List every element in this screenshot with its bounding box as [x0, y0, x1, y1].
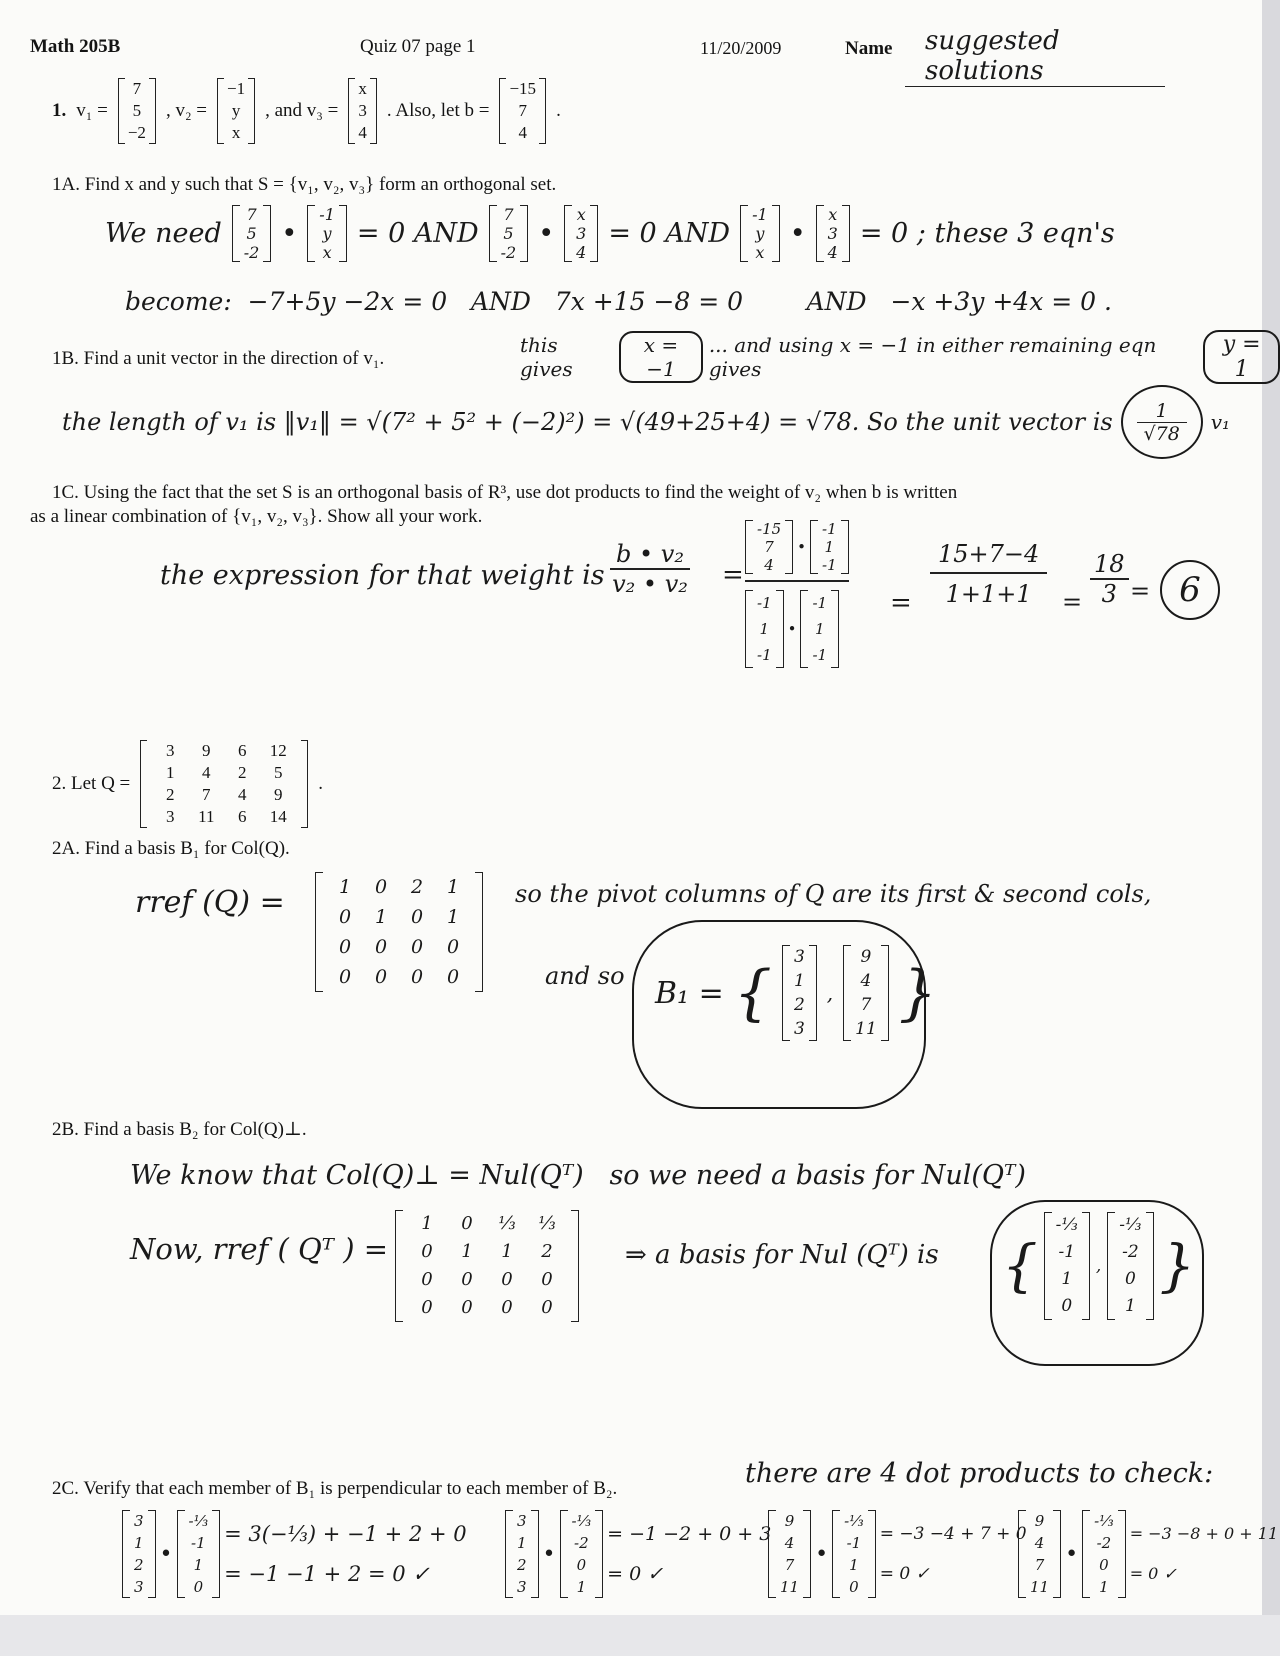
matrix-entry: -2 [243, 243, 260, 262]
q2c-note: there are 4 dot products to check: [745, 1458, 1214, 1489]
q2c-check-2 [505, 1510, 771, 1598]
matrix-entry: -1 [822, 520, 837, 538]
matrix-entry: 1 [849, 1556, 859, 1574]
q2b-basis-text: ⇒ a basis for Nul (Qᵀ) is [625, 1240, 939, 1270]
q1c-sum-numerator: 15+7−4 [930, 540, 1047, 574]
q2c-result [607, 1514, 771, 1594]
matrix-entry: 11 [198, 807, 215, 826]
matrix-entry: 4 [576, 243, 587, 262]
matrix-entry: 3 [576, 224, 587, 243]
matrix-entry: 3 [827, 224, 838, 243]
dot-operator: • [815, 1541, 829, 1567]
matrix-entry: 14 [269, 807, 287, 826]
q2b-basis-v1 [1044, 1212, 1090, 1320]
matrix-entry: 0 [1061, 1296, 1073, 1316]
q2c-check-row [505, 1510, 771, 1598]
matrix-entry: 7 [202, 785, 211, 804]
dot-operator: • [797, 538, 807, 556]
matrix-entry: 0 [446, 966, 460, 988]
matrix-entry: −1 [227, 79, 246, 98]
matrix-entry: 0 [421, 1269, 433, 1290]
matrix-entry: -15 [757, 520, 782, 538]
matrix-entry: 0 [421, 1297, 433, 1318]
q2c-result [224, 1514, 466, 1594]
q1-b-matrix [499, 78, 546, 144]
q1c-answer: 6 [1160, 560, 1220, 620]
q1c-formula [610, 540, 690, 598]
dot-operator: • [538, 218, 555, 249]
dot-operator: • [542, 1541, 556, 1567]
matrix-entry: -⅓ [844, 1512, 864, 1530]
q1a-matrix [816, 205, 850, 262]
q1c-matrix-v2 [810, 520, 849, 574]
matrix-entry: 1 [193, 1556, 204, 1574]
matrix-entry: 7 [784, 1556, 795, 1574]
matrix-entry: 9 [202, 741, 211, 760]
matrix-entry: 1 [374, 906, 388, 928]
matrix-entry: 6 [238, 807, 247, 826]
q1b-answer-vector: v₁ [1210, 410, 1231, 434]
matrix-entry: 0 [461, 1213, 473, 1234]
matrix-entry: 3 [358, 101, 367, 120]
q1a-matrix [489, 205, 529, 262]
q1-v2-label: , v₂ = [165, 100, 208, 121]
q2a-note2: and so [545, 962, 625, 990]
q2c-check-1 [122, 1510, 467, 1598]
q1c-matrix-v2 [745, 590, 784, 668]
q2b-work-line1: We know that Col(Q)⊥ = Nul(Qᵀ) so we need a basis for Nul(Qᵀ) [130, 1160, 1026, 1191]
q2c-vector-a [122, 1510, 156, 1598]
scan-edge-right [1262, 0, 1280, 1656]
matrix-entry: -1 [752, 205, 768, 224]
matrix-entry: 1 [824, 538, 835, 556]
matrix-entry: -1 [757, 646, 772, 664]
matrix-entry: 0 [461, 1269, 473, 1290]
matrix-entry: x [231, 123, 241, 142]
q1c-dot-fraction [745, 520, 849, 668]
matrix-entry: 7 [132, 79, 142, 98]
q2c-result-line2: = 0 ✓ [1129, 1564, 1177, 1583]
matrix-entry: 0 [338, 936, 352, 958]
matrix-entry: 3 [166, 741, 175, 760]
matrix-entry: -1 [812, 594, 828, 612]
matrix-entry: −15 [509, 79, 537, 98]
matrix-entry: y [322, 224, 332, 243]
matrix-entry: 0 [541, 1269, 553, 1290]
matrix-entry: 0 [501, 1297, 513, 1318]
matrix-entry: 0 [1099, 1556, 1109, 1574]
matrix-entry: 5 [246, 224, 257, 243]
q2c-check-3 [768, 1510, 1027, 1598]
q1a-text: = 0 AND [608, 218, 731, 249]
matrix-entry: 7 [1034, 1556, 1045, 1574]
q2b-prompt: 2B. Find a basis B₂ for Col(Q)⊥. [52, 1119, 307, 1140]
q2c-vector-b [832, 1510, 876, 1598]
q2c-prompt: 2C. Verify that each member of B₁ is perpendicular to each member of B₂. [52, 1478, 618, 1499]
q1c-sum-fraction [930, 540, 1047, 608]
matrix-entry: 0 [410, 936, 424, 958]
dot-operator: • [1065, 1541, 1079, 1567]
matrix-entry: 9 [860, 947, 872, 967]
q2c-result [1130, 1514, 1278, 1594]
matrix-entry: 0 [461, 1297, 473, 1318]
quiz-title: Quiz 07 page 1 [360, 36, 476, 57]
matrix-entry: 7 [860, 995, 872, 1015]
matrix-entry: -⅓ [1055, 1215, 1078, 1235]
matrix-entry: y [755, 224, 765, 243]
q1a-text: = 0 ; these 3 eqn's [859, 218, 1115, 249]
matrix-entry: −2 [127, 123, 146, 142]
matrix-entry: ⅓ [498, 1213, 516, 1234]
matrix-entry: 1 [338, 876, 352, 898]
brace-close: } [1159, 1233, 1196, 1299]
matrix-entry: 2 [166, 785, 175, 804]
q2-definition [52, 740, 323, 828]
q2b-rref-matrix [395, 1210, 579, 1322]
matrix-entry: 2 [238, 763, 247, 782]
q1a-prompt: 1A. Find x and y such that S = {v₁, v₂, v₃} form an orthogonal set. [52, 174, 557, 195]
q1b-prompt: 1B. Find a unit vector in the direction of v₁. [52, 348, 385, 369]
q1-definition [52, 78, 561, 144]
q2-prompt: 2. Let Q = [52, 773, 131, 794]
matrix-entry: x [358, 79, 367, 98]
equals-sign: = [722, 560, 744, 590]
matrix-entry: 1 [446, 906, 460, 928]
q1-v3-matrix [348, 78, 377, 144]
matrix-entry: -1 [812, 646, 828, 664]
matrix-entry: 0 [421, 1241, 433, 1262]
equals-sign: = [1062, 588, 1083, 616]
q1c-dot-numerator [745, 520, 849, 582]
q1b-answer [1121, 385, 1203, 459]
matrix-entry: 0 [541, 1297, 553, 1318]
matrix-entry: 3 [793, 1019, 805, 1039]
matrix-entry: 0 [1124, 1269, 1136, 1289]
matrix-entry: 0 [410, 966, 424, 988]
q1a-matrix [232, 205, 272, 262]
matrix-entry: 7 [518, 101, 528, 120]
q1c-simplified-fraction [1090, 550, 1129, 608]
matrix-entry: 1 [759, 620, 770, 638]
q2c-check-row [1018, 1510, 1278, 1598]
matrix-entry: 1 [421, 1213, 433, 1234]
q1b-text: the length of v₁ is ‖v₁‖ = √(7² + 5² + (−2)²) = √(49+25+4) = √78. So the unit vector is [62, 408, 1113, 436]
q1a-matrix [307, 205, 347, 262]
q1c-prompt-line2: as a linear combination of {v₁, v₂, v₃}. Show all your work. [30, 506, 483, 527]
q1-v2-matrix [217, 78, 255, 144]
matrix-entry: ⅓ [538, 1213, 556, 1234]
q2c-result [880, 1514, 1027, 1594]
q1a-matrix [740, 205, 780, 262]
matrix-entry: 1 [517, 1534, 527, 1552]
dot-operator: • [281, 218, 298, 249]
matrix-entry: 0 [374, 936, 388, 958]
q2b-rref-label: Now, rref ( Qᵀ ) = [130, 1232, 389, 1266]
matrix-entry: 3 [166, 807, 175, 826]
matrix-entry: 2 [793, 995, 805, 1015]
q1-v1-matrix [118, 78, 156, 144]
matrix-entry: -⅓ [571, 1512, 592, 1530]
matrix-entry: 3 [517, 1578, 527, 1596]
matrix-entry: 4 [764, 556, 774, 574]
q1a-answer-x: x = −1 [619, 331, 703, 383]
q1a-text: We need [105, 218, 222, 249]
q1c-formula-numerator: b • v₂ [610, 540, 690, 570]
q1a-work-line3 [520, 330, 1280, 384]
q2a-note1: so the pivot columns of Q are its first & second cols, [515, 880, 1152, 908]
matrix-entry: 2 [541, 1241, 553, 1262]
matrix-entry: 5 [274, 763, 283, 782]
name-value: suggested solutions [905, 26, 1165, 87]
matrix-entry: 3 [134, 1512, 144, 1530]
q1a-matrix [564, 205, 598, 262]
q1b-answer-numerator: 1 [1137, 400, 1187, 423]
matrix-entry: 6 [238, 741, 247, 760]
q1a-text: = 0 AND [356, 218, 479, 249]
quiz-date: 11/20/2009 [700, 38, 782, 58]
q2c-check-row [122, 1510, 467, 1598]
matrix-entry: 1 [576, 1578, 587, 1596]
course-title: Math 205B [30, 36, 121, 57]
q1-b-label: . Also, let b = [386, 100, 490, 121]
matrix-entry: 1 [166, 763, 175, 782]
matrix-entry: 11 [855, 1019, 877, 1039]
dot-operator: • [789, 218, 806, 249]
q1c-formula-denominator: v₂ • v₂ [612, 570, 688, 598]
q1c-matrix-b [745, 520, 793, 574]
matrix-entry: -1 [319, 205, 335, 224]
matrix-entry: -1 [757, 594, 772, 612]
matrix-entry: 3 [134, 1578, 144, 1596]
matrix-entry: -⅓ [1094, 1512, 1114, 1530]
comma: , [826, 981, 834, 1005]
q2a-basis-v1 [782, 945, 817, 1041]
matrix-entry: 1 [1099, 1578, 1109, 1596]
q1b-answer-denominator: √78 [1143, 422, 1180, 445]
q2c-result-line2: = −1 −1 + 2 = 0 ✓ [224, 1562, 430, 1586]
matrix-entry: -1 [846, 1534, 862, 1552]
matrix-entry: 5 [132, 101, 142, 120]
brace-open: { [1002, 1233, 1038, 1299]
q1c-work-text: the expression for that weight is [160, 560, 605, 591]
matrix-entry: 4 [238, 785, 247, 804]
q2c-vector-a [768, 1510, 811, 1598]
q1c-matrix-v2 [800, 590, 839, 668]
matrix-entry: y [231, 101, 241, 120]
q1a-text: this gives [520, 333, 573, 381]
matrix-entry: 11 [780, 1578, 800, 1596]
q1-end: . [556, 100, 561, 121]
matrix-entry: x [576, 205, 586, 224]
q1a-answer-y: y = 1 [1203, 330, 1280, 384]
matrix-entry: -1 [1058, 1242, 1076, 1262]
q1c-sum-denominator: 1+1+1 [945, 580, 1032, 608]
q2c-result-line1: = 3(−⅓) + −1 + 2 + 0 [224, 1522, 467, 1546]
matrix-entry: 0 [338, 906, 352, 928]
matrix-entry: -2 [1096, 1534, 1112, 1552]
q2b-rref-wrap [395, 1210, 579, 1322]
matrix-entry: -2 [1122, 1242, 1139, 1262]
q1c-prompt-line1: 1C. Using the fact that the set S is an orthogonal basis of R³, use dot products to find the weight of v₂ when b is written [52, 482, 958, 503]
matrix-entry: 1 [1124, 1296, 1136, 1316]
q2a-rref-label: rref (Q) = [135, 885, 285, 920]
matrix-entry: 1 [446, 876, 460, 898]
q2-end: . [318, 773, 324, 794]
matrix-entry: x [322, 243, 332, 262]
q2c-vector-a [505, 1510, 539, 1598]
q2c-result-line2: = 0 ✓ [607, 1563, 664, 1585]
matrix-entry: 4 [827, 243, 838, 262]
q1-v1-label: v₁ = [76, 100, 108, 121]
brace-open: { [733, 958, 772, 1028]
q2a-basis [655, 945, 937, 1041]
q2c-result-line2: = 0 ✓ [879, 1564, 930, 1584]
q2a-rref-matrix [315, 872, 483, 992]
equals-sign: = [890, 588, 912, 618]
matrix-entry: -2 [574, 1534, 589, 1552]
matrix-entry: 11 [1030, 1578, 1050, 1596]
matrix-entry: 9 [274, 785, 283, 804]
matrix-entry: 0 [338, 966, 352, 988]
matrix-entry: x [828, 205, 838, 224]
matrix-entry: 4 [860, 971, 872, 991]
q2c-result-line1: = −3 −8 + 0 + 11 [1129, 1524, 1279, 1543]
matrix-entry: 1 [501, 1241, 513, 1262]
matrix-entry: 4 [358, 123, 367, 142]
matrix-entry: 7 [246, 205, 257, 224]
q2a-prompt: 2A. Find a basis B₁ for Col(Q). [52, 838, 290, 859]
q1-v3-label: , and v₃ = [265, 100, 339, 121]
q1b-work [62, 385, 1230, 459]
matrix-entry: 3 [793, 947, 805, 967]
matrix-entry: 0 [446, 936, 460, 958]
matrix-entry: 9 [784, 1512, 795, 1530]
q2a-basis-v2 [843, 945, 889, 1041]
matrix-entry: 4 [1034, 1534, 1045, 1552]
matrix-entry: 3 [517, 1512, 527, 1530]
brace-close: } [898, 958, 937, 1028]
q1c-simplified-denominator: 3 [1101, 580, 1117, 608]
q1a-work-line1 [105, 205, 1115, 262]
q2-q-matrix [140, 740, 308, 828]
matrix-entry: 12 [269, 741, 287, 760]
matrix-entry: 2 [134, 1556, 144, 1574]
matrix-entry: 0 [501, 1269, 513, 1290]
matrix-entry: 0 [374, 966, 388, 988]
q1a-text: ... and using x = −1 in either remaining eqn gives [708, 333, 1157, 381]
dot-operator: • [159, 1541, 173, 1567]
matrix-entry: 4 [518, 123, 528, 142]
q2c-check-4 [1018, 1510, 1278, 1598]
matrix-entry: 2 [410, 876, 424, 898]
dot-operator: • [787, 620, 797, 638]
matrix-entry: 1 [134, 1534, 144, 1552]
matrix-entry: 1 [815, 620, 825, 638]
q2b-basis [1002, 1212, 1195, 1320]
q1c-simplified-numerator: 18 [1090, 550, 1129, 580]
q2b-basis-v2 [1107, 1212, 1153, 1320]
q1-number: 1. [52, 100, 67, 121]
matrix-entry: -1 [822, 556, 837, 574]
q2a-rref-wrap [315, 872, 483, 992]
scan-edge-bottom [0, 1615, 1280, 1656]
matrix-entry: -2 [500, 243, 517, 262]
q1a-work-line2: become: −7+5y −2x = 0 AND 7x +15 −8 = 0 AND −x +3y +4x = 0 . [125, 287, 1112, 316]
q2c-result-line1: = −3 −4 + 7 + 0 [879, 1524, 1027, 1544]
matrix-entry: 0 [374, 876, 388, 898]
equals-sign: = [1130, 577, 1151, 605]
q2c-vector-b [560, 1510, 604, 1598]
matrix-entry: 1 [1061, 1269, 1073, 1289]
matrix-entry: 0 [849, 1578, 859, 1596]
matrix-entry: -⅓ [1119, 1215, 1142, 1235]
q2c-check-row [768, 1510, 1027, 1598]
matrix-entry: 5 [503, 224, 514, 243]
q2c-vector-b [1082, 1510, 1126, 1598]
matrix-entry: 9 [1034, 1512, 1045, 1530]
matrix-entry: 4 [784, 1534, 795, 1552]
matrix-entry: 0 [193, 1578, 204, 1596]
matrix-entry: x [755, 243, 765, 262]
matrix-entry: 7 [503, 205, 514, 224]
name-label: Name [845, 38, 893, 59]
matrix-entry: 4 [202, 763, 211, 782]
q2a-basis-label: B₁ = [655, 975, 724, 1011]
q2c-result-line1: = −1 −2 + 0 + 3 [607, 1523, 772, 1545]
comma: , [1095, 1256, 1102, 1276]
matrix-entry: 1 [461, 1241, 473, 1262]
q2c-vector-a [1018, 1510, 1061, 1598]
q2c-vector-b [177, 1510, 221, 1598]
matrix-entry: -⅓ [188, 1512, 209, 1530]
matrix-entry: -1 [191, 1534, 206, 1552]
matrix-entry: 7 [764, 538, 774, 556]
matrix-entry: 1 [793, 971, 805, 991]
matrix-entry: 0 [576, 1556, 587, 1574]
q1c-dot-denominator [745, 582, 849, 668]
matrix-entry: 2 [517, 1556, 527, 1574]
matrix-entry: 0 [410, 906, 424, 928]
